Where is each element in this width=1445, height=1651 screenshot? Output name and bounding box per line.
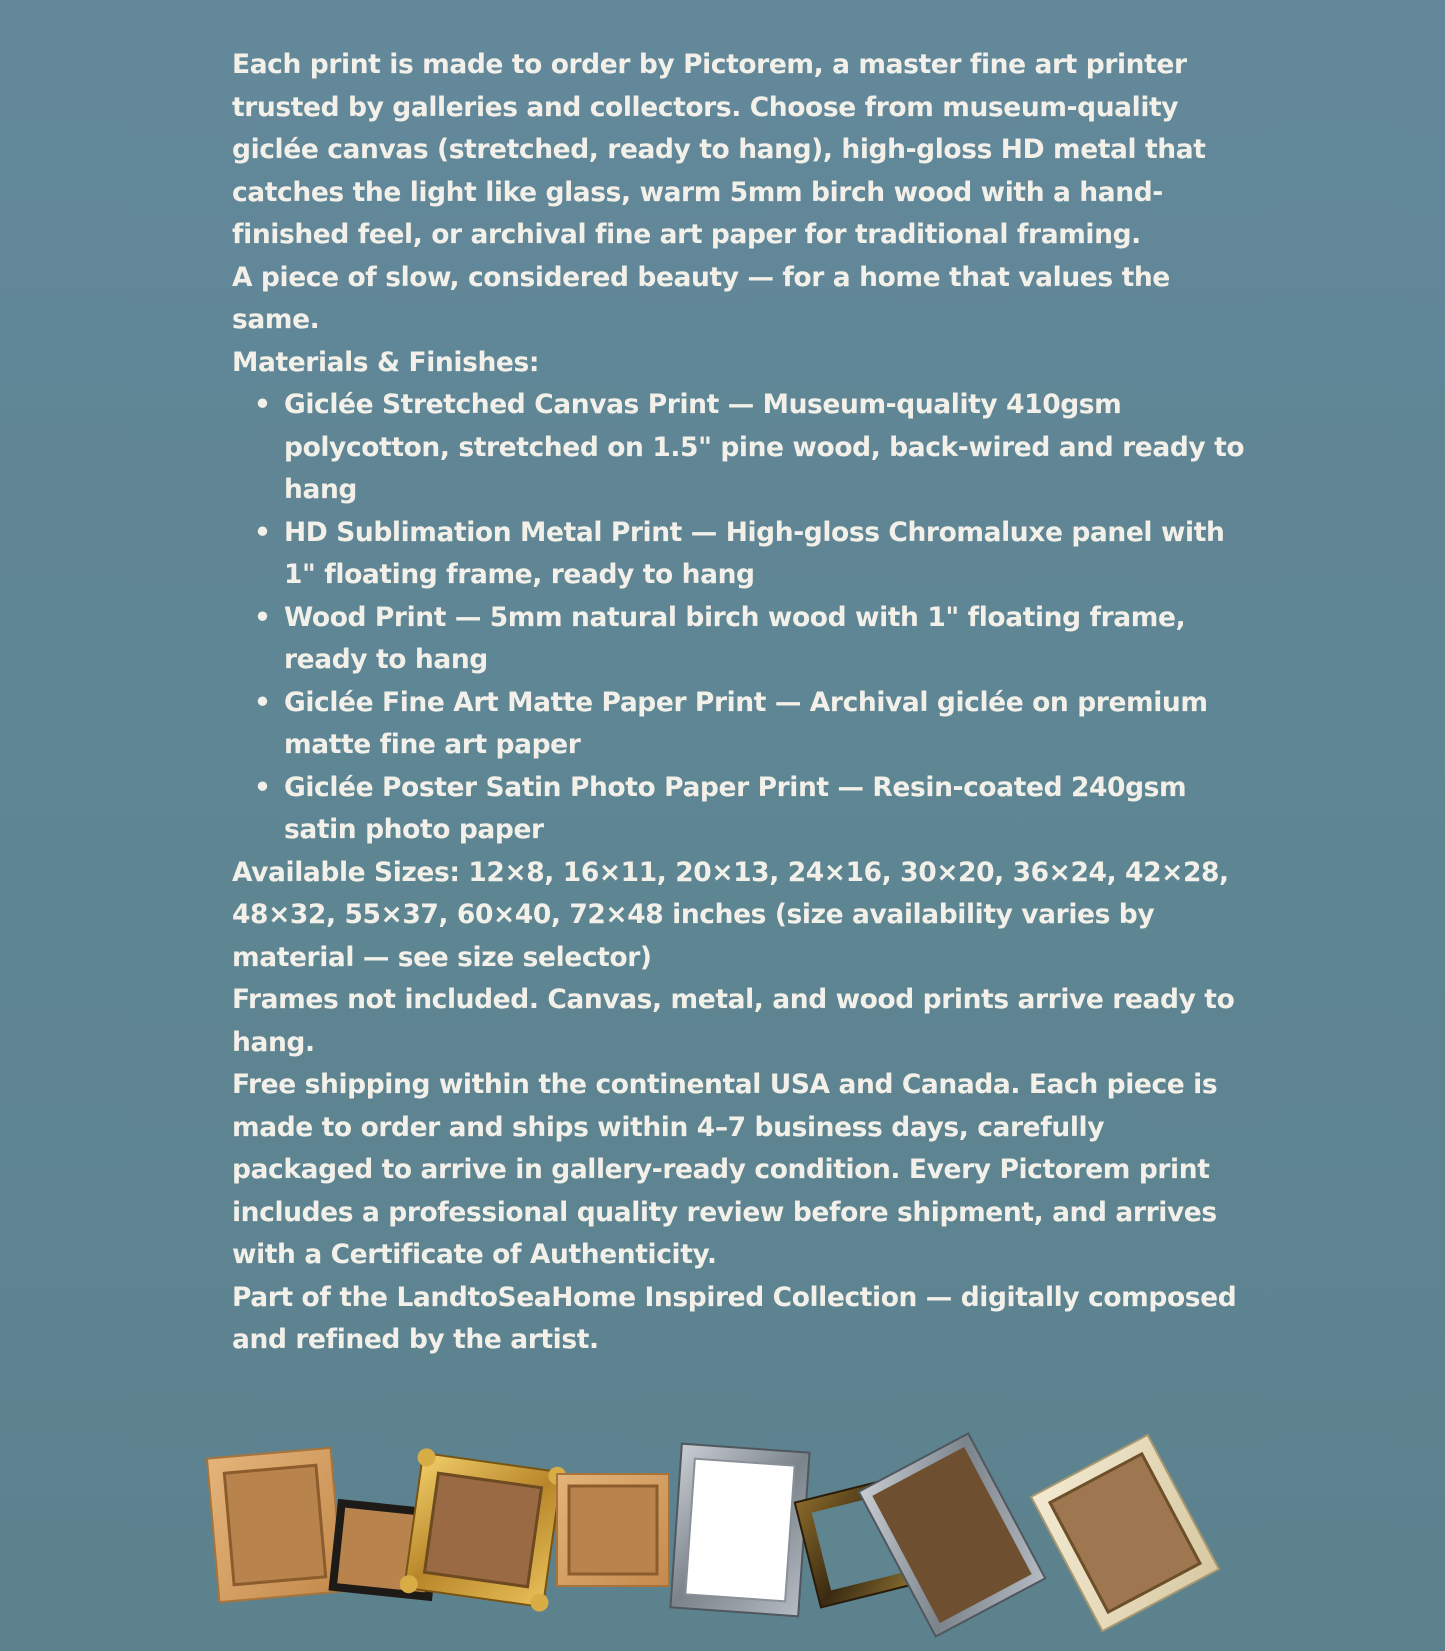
material-matte-paper: Giclée Fine Art Matte Paper Print — Archival giclée on premium matte fine art paper [284,686,1208,760]
collection-note: Part of the LandtoSeaHome Inspired Collection — digitally composed and refined by the artist. [232,1281,1237,1355]
intro-paragraph: Each print is made to order by Pictorem, a master fine art printer trusted by galleries and collectors. Choose from museum-quality giclée canvas (stretched, ready to hang), high-gloss HD metal that catches the light like glass, warm 5mm birch wood with a hand-finished feel, or archival fine art paper for traditional framing. [232,49,1206,250]
flat-wood-frame-icon [557,1474,669,1586]
bullet-icon: • [254,389,271,420]
materials-list [232,384,1252,852]
gold-ornate-frame-icon [399,1447,568,1612]
shipping-info: Free shipping within the continental USA and Canada. Each piece is made to order and ships within 4–7 business days, carefully packaged to arrive in gallery-ready condition. Every Pictorem print includes a professional quality review before shipment, and arrives with a Certificate of Authenticity. [232,1069,1218,1270]
frames-note: Frames not included. Canvas, metal, and wood prints arrive ready to hang. [232,984,1235,1058]
bullet-icon: • [254,601,271,633]
wood-frame-icon [207,1448,343,1602]
description-text [232,44,1252,1362]
bullet-icon: • [254,686,271,718]
material-metal: HD Sublimation Metal Print — High-gloss Chromaluxe panel with 1" floating frame, ready to hang [284,516,1225,590]
frames-illustration [200,1430,1240,1640]
list-item [254,767,1252,852]
silver-frame-icon [670,1444,809,1617]
list-item [254,597,1252,682]
tagline: A piece of slow, considered beauty — for a home that values the same. [232,261,1170,335]
bullet-icon: • [254,516,271,548]
list-item [254,682,1252,767]
list-item [254,512,1252,597]
materials-heading: Materials & Finishes: [232,346,540,378]
material-satin-paper: Giclée Poster Satin Photo Paper Print — Resin-coated 240gsm satin photo paper [284,771,1187,845]
bullet-icon: • [254,771,271,803]
frames-image [200,1430,1240,1640]
silver-brown-frame-icon [859,1433,1045,1636]
cream-frame-icon [1031,1435,1219,1631]
material-wood: Wood Print — 5mm natural birch wood with 1" floating frame, ready to hang [284,601,1186,675]
list-item [254,384,1252,512]
available-sizes: Available Sizes: 12×8, 16×11, 20×13, 24×16, 30×20, 36×24, 42×28, 48×32, 55×37, 60×40, 72×48 inches (size availability varies by material — see size selector) [232,856,1229,973]
material-canvas: Giclée Stretched Canvas Print — Museum-quality 410gsm polycotton, stretched on 1.5" pine wood, back-wired and ready to hang [284,389,1245,505]
